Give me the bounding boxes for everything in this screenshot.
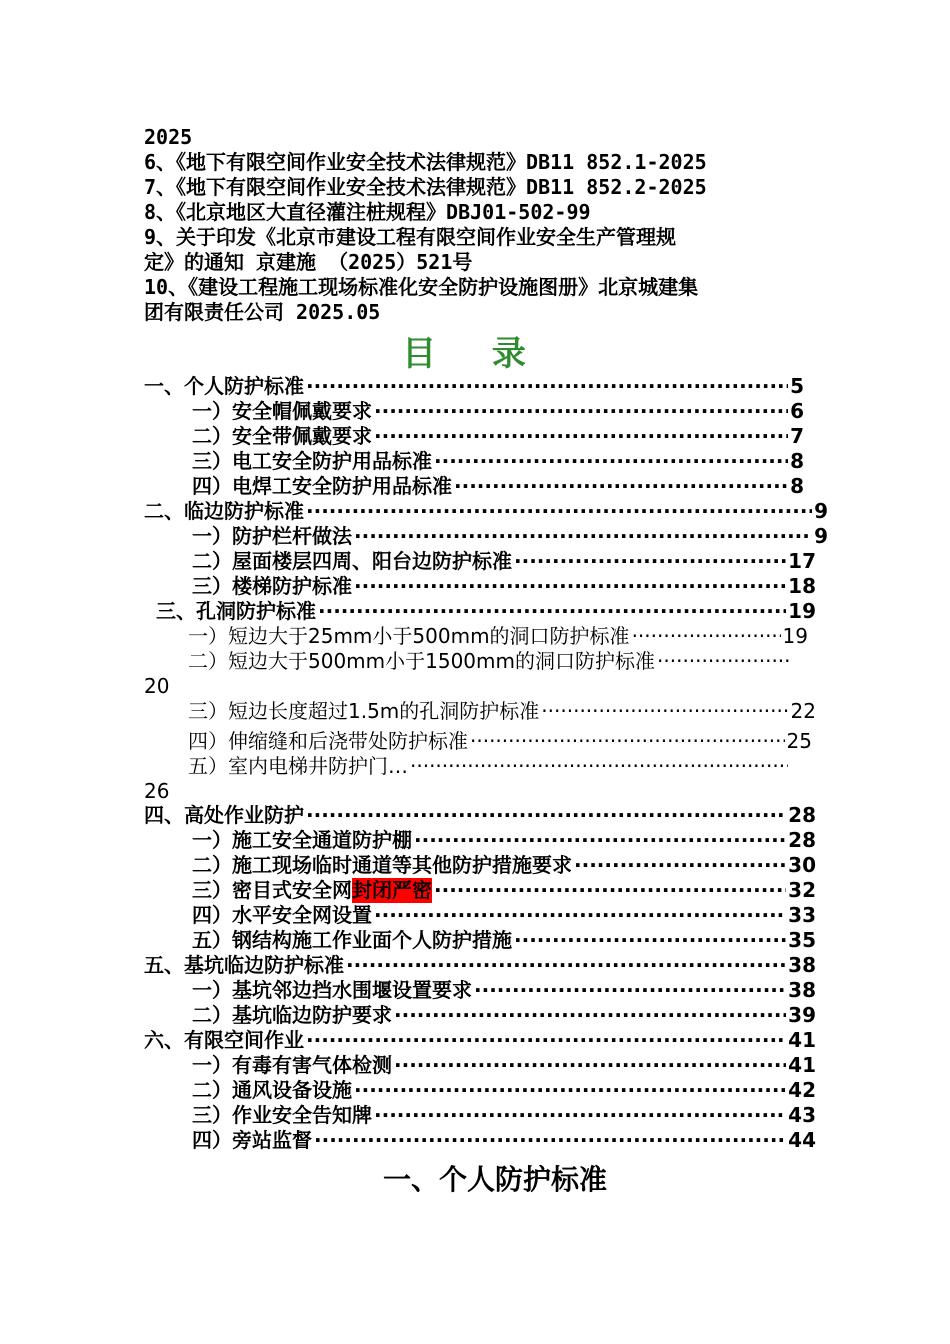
toc-page-number: 5 <box>790 374 804 398</box>
toc-entry[interactable] <box>192 399 804 424</box>
toc-leader <box>354 524 812 549</box>
toc-entry-text: 一）施工安全通道防护棚 <box>192 828 412 852</box>
toc-page-number: 41 <box>788 1028 816 1052</box>
toc-page-number-wrapped: 20 <box>144 674 170 698</box>
toc-leader <box>374 399 788 424</box>
toc-page-number: 38 <box>788 978 816 1002</box>
reference-line: 2025 <box>144 125 193 149</box>
toc-entry-text: 三）密目式安全网 <box>192 878 352 902</box>
toc-entry[interactable] <box>144 1028 816 1053</box>
toc-entry-text: 一）防护栏杆做法 <box>192 524 352 548</box>
toc-entry-text: 二）基坑临边防护要求 <box>192 1003 392 1027</box>
toc-entry[interactable] <box>192 878 816 903</box>
toc-page-number: 7 <box>790 424 804 448</box>
toc-entry[interactable] <box>192 978 816 1003</box>
toc-entry-text: 二）施工现场临时通道等其他防护措施要求 <box>192 853 572 877</box>
toc-entry[interactable] <box>192 1003 816 1028</box>
reference-line: 定》的通知 京建施 （2025）521号 <box>144 250 473 274</box>
toc-page-number: 18 <box>788 574 816 598</box>
toc-entry-text: 二）通风设备设施 <box>192 1078 352 1102</box>
toc-entry[interactable] <box>192 828 816 853</box>
toc-page-number: 43 <box>788 1103 816 1127</box>
toc-page-number: 8 <box>790 449 804 473</box>
toc-page-number: 30 <box>788 853 816 877</box>
toc-page-number-wrapped: 26 <box>144 779 170 803</box>
toc-entry[interactable] <box>144 953 816 978</box>
toc-leader <box>410 754 788 779</box>
reference-line: 9、关于印发《北京市建设工程有限空间作业安全生产管理规 <box>144 225 677 249</box>
reference-line: 10、《建设工程施工现场标准化安全防护设施图册》北京城建集 <box>144 275 699 299</box>
toc-leader <box>394 1053 786 1078</box>
toc-entry-text: 三）电工安全防护用品标准 <box>192 449 432 473</box>
toc-entry-text: 一、个人防护标准 <box>144 374 304 398</box>
reference-line: 8、《北京地区大直径灌注桩规程》DBJ01-502-99 <box>144 200 591 224</box>
toc-entry-text: 六、有限空间作业 <box>144 1028 304 1052</box>
toc-page-number: 8 <box>790 474 804 498</box>
toc-entry[interactable] <box>188 754 790 779</box>
toc-page-number: 25 <box>786 729 812 753</box>
toc-leader <box>454 474 788 499</box>
toc-leader <box>318 599 786 624</box>
toc-entry-text: 一）有毒有害气体检测 <box>192 1053 392 1077</box>
toc-leader <box>346 953 786 978</box>
toc-entry-text: 五）钢结构施工作业面个人防护措施 <box>192 928 512 952</box>
toc-leader <box>514 549 786 574</box>
toc-entry[interactable] <box>188 699 816 724</box>
toc-page-number: 39 <box>788 1003 816 1027</box>
toc-page-number: 19 <box>782 624 808 648</box>
highlighted-text: 封闭严密 <box>352 878 432 902</box>
toc-entry-text: 四、高处作业防护 <box>144 803 304 827</box>
toc-page-number: 44 <box>788 1128 816 1152</box>
reference-list <box>144 125 824 325</box>
toc-page-number: 41 <box>788 1053 816 1077</box>
toc-entry-text: 一）基坑邻边挡水围堰设置要求 <box>192 978 472 1002</box>
toc-entry[interactable] <box>144 374 804 399</box>
toc-entry-text: 五、基坑临边防护标准 <box>144 953 344 977</box>
section-heading: 一、个人防护标准 <box>382 1163 607 1196</box>
toc-entry[interactable] <box>188 649 794 674</box>
toc-page-number: 19 <box>788 599 816 623</box>
toc-leader <box>514 928 786 953</box>
toc-page-number: 28 <box>788 803 816 827</box>
toc-page-number: 35 <box>788 928 816 952</box>
toc-entry-text: 二）安全带佩戴要求 <box>192 424 372 448</box>
toc-leader <box>574 853 786 878</box>
toc-entry-text: 三）楼梯防护标准 <box>192 574 352 598</box>
toc-page-number: 9 <box>814 524 828 548</box>
reference-line: 6、《地下有限空间作业安全技术法律规范》DB11 852.1-2025 <box>144 150 707 174</box>
toc-leader <box>374 903 786 928</box>
toc-page-number: 22 <box>790 699 816 723</box>
toc-entry[interactable] <box>188 729 812 754</box>
toc-entry[interactable] <box>192 853 816 878</box>
toc-leader <box>434 878 786 903</box>
toc-entry[interactable] <box>192 424 804 449</box>
toc-entry[interactable] <box>192 928 816 953</box>
toc-leader <box>414 828 786 853</box>
toc-leader <box>374 1103 786 1128</box>
toc-entry-text: 五）室内电梯井防护门… <box>188 754 408 778</box>
toc-leader <box>306 499 812 524</box>
toc-entry-text: 四）水平安全网设置 <box>192 903 372 927</box>
toc-page-number: 6 <box>790 399 804 423</box>
toc-entry-text: 二）短边大于500mm小于1500mm的洞口防护标准 <box>188 649 656 673</box>
toc-leader <box>541 699 788 724</box>
toc-page-number: 42 <box>788 1078 816 1102</box>
toc-leader <box>354 574 786 599</box>
toc-entry-text: 一）短边大于25mm小于500mm的洞口防护标准 <box>188 624 630 648</box>
toc-entry-text: 三）作业安全告知牌 <box>192 1103 372 1127</box>
toc-entry-text: 一）安全帽佩戴要求 <box>192 399 372 423</box>
toc-title: 目 录 <box>402 334 548 374</box>
toc-leader <box>394 1003 786 1028</box>
toc-entry-text: 四）旁站监督 <box>192 1128 312 1152</box>
toc-leader <box>314 1128 786 1153</box>
toc-page-number: 33 <box>788 903 816 927</box>
toc-entry[interactable] <box>144 803 816 828</box>
toc-entry-text: 三）短边长度超过1.5m的孔洞防护标准 <box>188 699 540 723</box>
toc-entry[interactable] <box>144 499 828 524</box>
toc-leader <box>474 978 786 1003</box>
toc-entry[interactable] <box>192 449 804 474</box>
toc-leader <box>374 424 788 449</box>
toc-leader <box>657 649 792 674</box>
toc-entry-text: 四）伸缩缝和后浇带处防护标准 <box>188 729 468 753</box>
toc-entry-text: 二）屋面楼层四周、阳台边防护标准 <box>192 549 512 573</box>
toc-entry[interactable] <box>192 524 828 549</box>
toc-entry[interactable] <box>192 1103 816 1128</box>
toc-leader <box>354 1078 786 1103</box>
toc-leader <box>306 1028 786 1053</box>
toc-entry[interactable] <box>188 624 808 649</box>
toc-leader <box>306 803 786 828</box>
reference-line: 团有限责任公司 2025.05 <box>144 300 381 324</box>
toc-entry[interactable] <box>192 574 816 599</box>
toc-page-number: 9 <box>814 499 828 523</box>
toc-entry[interactable] <box>156 599 816 624</box>
toc-leader <box>470 729 785 754</box>
reference-line: 7、《地下有限空间作业安全技术法律规范》DB11 852.2-2025 <box>144 175 707 199</box>
toc-entry[interactable] <box>192 1078 816 1103</box>
toc-page-number: 28 <box>788 828 816 852</box>
toc-entry[interactable] <box>192 1053 816 1078</box>
toc-entry[interactable] <box>192 549 816 574</box>
toc-entry-text: 四）电焊工安全防护用品标准 <box>192 474 452 498</box>
toc-entry-text: 二、临边防护标准 <box>144 499 304 523</box>
toc-page-number: 17 <box>788 549 816 573</box>
toc-entry[interactable] <box>192 474 804 499</box>
toc-leader <box>434 449 788 474</box>
toc-page-number: 38 <box>788 953 816 977</box>
toc-leader <box>306 374 788 399</box>
toc-leader <box>632 624 781 649</box>
toc-entry[interactable] <box>192 1128 816 1153</box>
toc-entry-text: 三、孔洞防护标准 <box>156 599 316 623</box>
toc-entry[interactable] <box>192 903 816 928</box>
toc-page-number: 32 <box>788 878 816 902</box>
